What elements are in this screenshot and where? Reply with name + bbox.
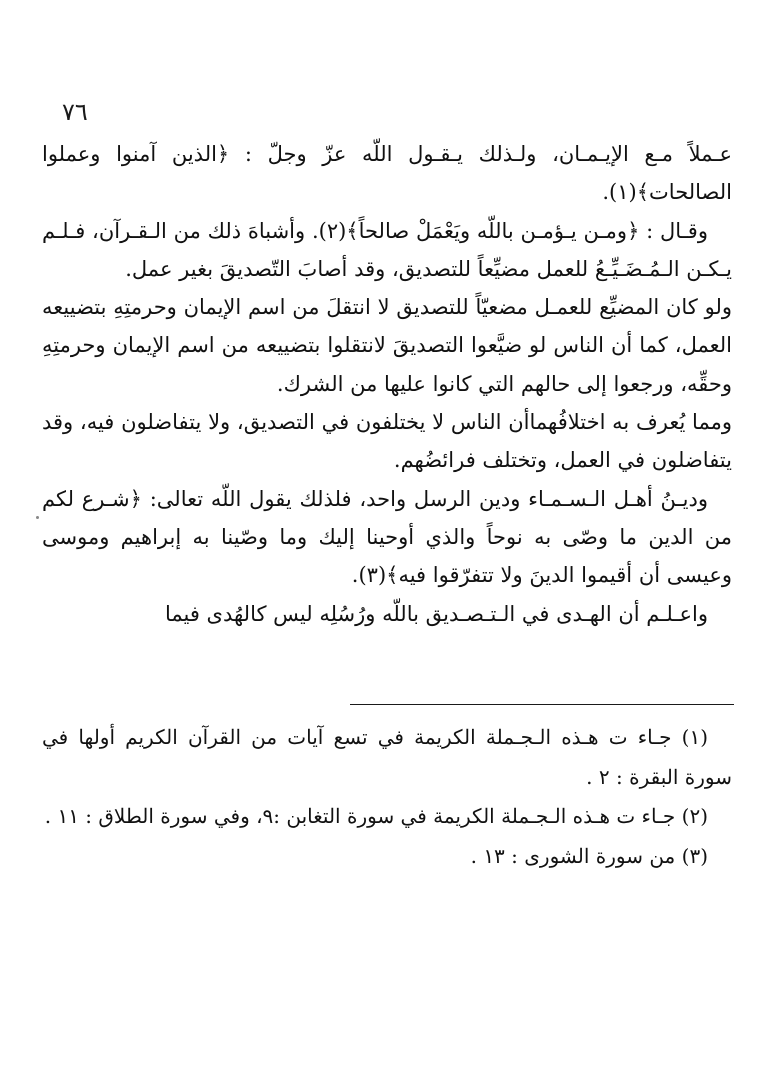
paragraph: ولو كان المضيِّع للعمـل مضعيّاً للتصديق لا انتقلَ من اسم الإيمان وحرمتِهِ بتضييعه العمل، كما أن الناس لو ضيَّعوا التصديقَ لانتقلوا بتضييعه من اسم الإيمان وحرمتِهِ وحقِّه، ورجعوا إلى حالهم التي كانوا عليها من الشرك. [42, 295, 732, 396]
main-text [42, 135, 732, 633]
page-number: ٧٦ [62, 98, 88, 126]
footnote-divider [350, 704, 734, 705]
footnote: (٣) من سورة الشورى : ١٣ . [470, 843, 708, 868]
paragraph: عـملاً مـع الإيـمـان، ولـذلك يـقـول اللّه عزّ وجلّ : ﴿الذين آمنوا وعملوا الصالحات﴾(١). [42, 142, 732, 205]
scan-speck [36, 516, 39, 519]
paragraph: واعـلـم أن الهـدى في الـتـصـديق باللّه ورُسُلِه ليس كالهُدى فيما [164, 601, 708, 626]
footnotes [42, 718, 732, 876]
footnote: (١) جـاء ت هـذه الـجـملة الكريمة في تسع آيات من القرآن الكريم أولها في سورة البقرة : ٢ . [42, 725, 732, 789]
footnote: (٢) جـاء ت هـذه الـجـملة الكريمة في سورة التغابن :٩، وفي سورة الطلاق : ١١ . [44, 804, 708, 828]
paragraph: وقـال : ﴿ومـن يـؤمـن باللّه ويَعْمَلْ صالحاً﴾(٢). وأشباهَ ذلك من الـقـرآن، فـلـم يـكـن الـمُـضَـيِّـعُ للعمل مضيِّعاً للتصديق، وقد أصابَ التّصديقَ بغير عمل. [42, 218, 732, 281]
paragraph: وديـنُ أهـل الـسـمـاء ودين الرسل واحد، فلذلك يقول اللّه تعالى: ﴿شـرع لكم من الدين ما وصّى به نوحاً والذي أوحينا إليك وما وصّينا به إبراهيم وموسى وعيسى أن أقيموا الدينَ ولا تتفرّقوا فيه﴾(٣). [42, 486, 732, 588]
paragraph: ومما يُعرف به اختلافُهماأن الناس لا يختلفون في التصديق، ولا يتفاضلون فيه، وقد يتفاضلون في العمل، وتختلف فرائضُهم. [42, 410, 732, 473]
